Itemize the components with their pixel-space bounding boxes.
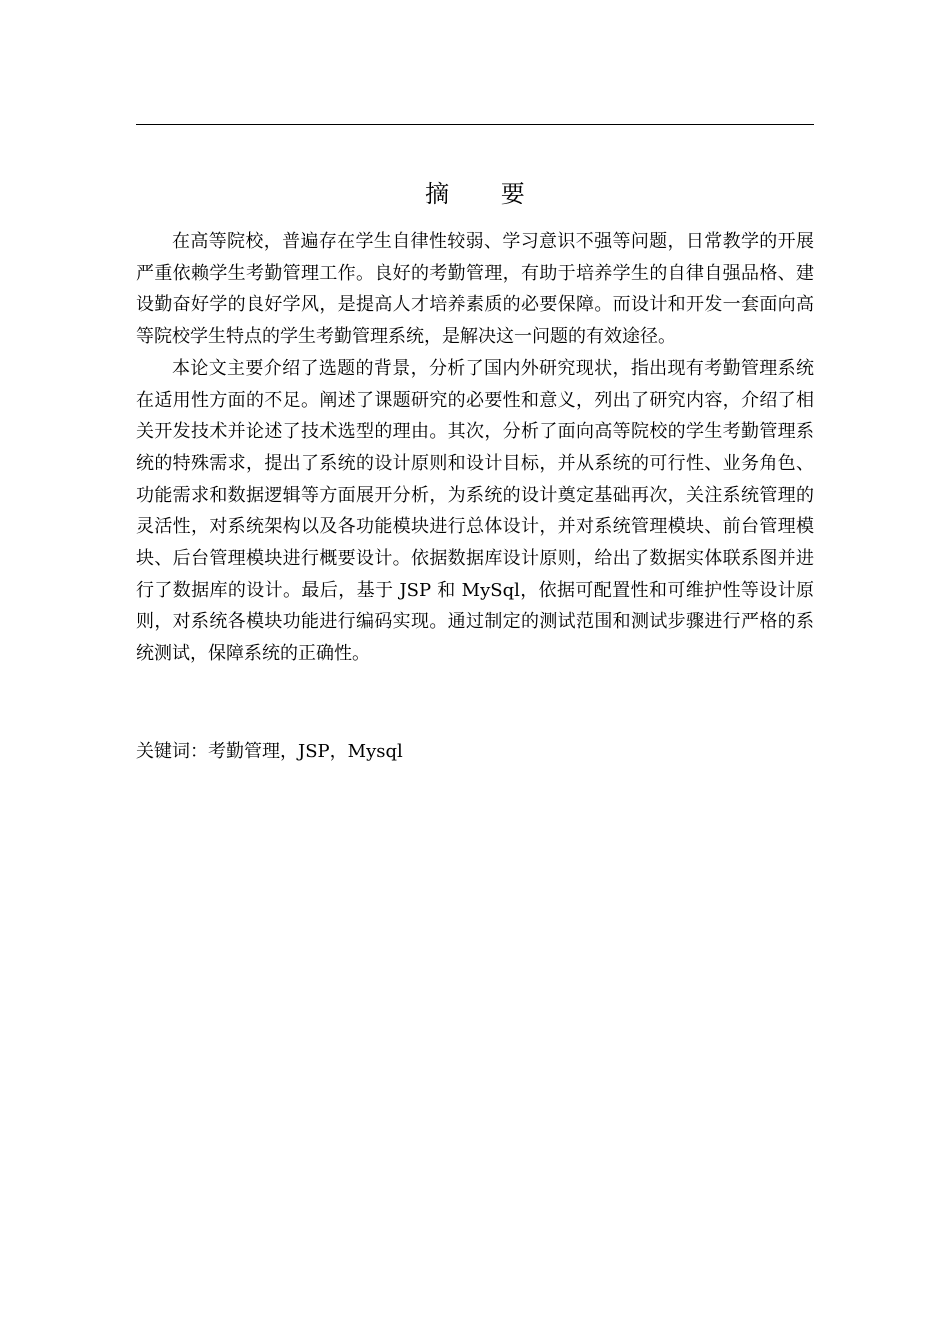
keywords-label: 关键词： xyxy=(136,741,208,762)
abstract-paragraph-1: 在高等院校，普遍存在学生自律性较弱、学习意识不强等问题，日常教学的开展严重依赖学生考勤管理工作。良好的考勤管理，有助于培养学生的自律自强品格、建设勤奋好学的良好学风，是提高人才培养素质的必要保障。而设计和开发一套面向高等院校学生特点的学生考勤管理系统，是解决这一问题的有效途径。 xyxy=(136,231,814,348)
keywords-line xyxy=(136,736,814,768)
abstract-body xyxy=(136,226,814,670)
keywords-value: 考勤管理，JSP，Mysql xyxy=(208,741,403,762)
abstract-paragraph-2: 本论文主要介绍了选题的背景，分析了国内外研究现状，指出现有考勤管理系统在适用性方面的不足。阐述了课题研究的必要性和意义，列出了研究内容，介绍了相关开发技术并论述了技术选型的理由。其次，分析了面向高等院校的学生考勤管理系统的特殊需求，提出了系统的设计原则和设计目标，并从系统的可行性、业务角色、功能需求和数据逻辑等方面展开分析，为系统的设计奠定基础再次，关注系统管理的灵活性，对系统架构以及各功能模块进行总体设计，并对系统管理模块、前台管理模块、后台管理模块进行概要设计。依据数据库设计原则，给出了数据实体联系图并进行了数据库的设计。最后，基于 JSP 和 MySql，依据可配置性和可维护性等设计原则，对系统各模块功能进行编码实现。通过制定的测试范围和测试步骤进行严格的系统测试，保障系统的正确性。 xyxy=(136,357,814,665)
abstract-title: 摘 要 xyxy=(425,180,547,208)
header-rule xyxy=(136,124,814,125)
